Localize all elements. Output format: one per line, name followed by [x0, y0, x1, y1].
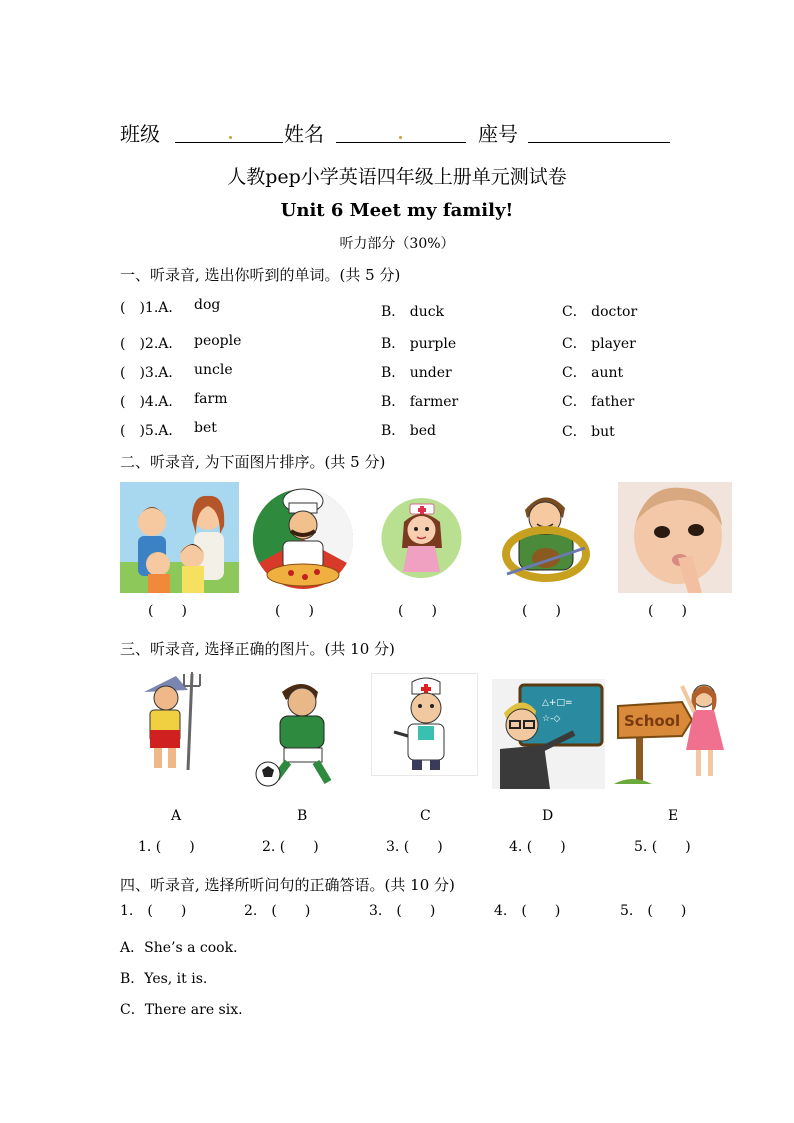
doctor-picture	[371, 673, 478, 776]
picture-letter-b: B	[297, 808, 308, 824]
q5-option-c: C． but	[562, 424, 615, 440]
picture-letter-a: A	[171, 808, 182, 824]
q5-option-a: bet	[194, 420, 217, 436]
section3-answer-1[interactable]: 1. ( )	[138, 839, 195, 855]
family-picture	[120, 482, 239, 593]
q1-option-c: C． doctor	[562, 304, 638, 320]
section2-answer-5[interactable]: ( )	[648, 603, 687, 619]
q4-option-b: B． farmer	[381, 394, 459, 410]
section4-answer-2[interactable]: 2. ( )	[244, 903, 311, 919]
q2-option-a: people	[194, 333, 242, 349]
nurse-picture	[380, 498, 463, 578]
baby-picture	[618, 482, 732, 593]
listening-part-label: 听力部分（30%）	[339, 236, 455, 252]
class-label: 班级	[120, 122, 160, 146]
q3-option-a: uncle	[194, 362, 233, 378]
svg-text:△+□=: △+□=	[542, 698, 573, 708]
picture-letter-d: D	[542, 808, 554, 824]
section3-answer-2[interactable]: 2. ( )	[262, 839, 319, 855]
class-field-mark	[229, 136, 232, 139]
chef-picture	[249, 485, 357, 591]
q2-option-c: C． player	[562, 336, 636, 352]
farmer-picture	[138, 668, 210, 772]
school-sign-text: School	[624, 712, 681, 730]
class-field[interactable]	[175, 142, 283, 143]
school-sign-picture	[612, 678, 732, 788]
section4-option-b: B．Yes, it is.	[120, 971, 208, 987]
teacher-picture	[492, 679, 605, 789]
section3-answer-5[interactable]: 5. ( )	[634, 839, 691, 855]
page-title: 人教pep小学英语四年级上册单元测试卷	[227, 166, 567, 188]
q5-prefix: ( )5.A．	[120, 423, 183, 439]
picture-letter-c: C	[420, 808, 431, 824]
section2-answer-1[interactable]: ( )	[148, 603, 187, 619]
section2-answer-3[interactable]: ( )	[398, 603, 437, 619]
q3-prefix: ( )3.A．	[120, 365, 183, 381]
section4-answer-5[interactable]: 5. ( )	[620, 903, 687, 919]
picture-letter-e: E	[668, 808, 679, 824]
section2-heading: 二、听录音, 为下面图片排序。(共 5 分)	[120, 453, 386, 471]
section4-heading: 四、听录音, 选择所听问句的正确答语。(共 10 分)	[120, 876, 455, 894]
svg-text:☆-◇: ☆-◇	[542, 714, 561, 724]
seat-field[interactable]	[528, 142, 670, 143]
name-field-mark	[399, 136, 402, 139]
q5-option-b: B． bed	[381, 423, 436, 439]
q3-option-c: C． aunt	[562, 365, 624, 381]
q2-prefix: ( )2.A．	[120, 336, 183, 352]
section4-answer-4[interactable]: 4. ( )	[494, 903, 561, 919]
q2-option-b: B． purple	[381, 336, 457, 352]
q4-option-a: farm	[194, 391, 228, 407]
section1-heading: 一、听录音, 选出你听到的单词。(共 5 分)	[120, 266, 401, 284]
section4-option-a: A．She’s a cook.	[120, 940, 238, 956]
section4-option-c: C．There are six.	[120, 1002, 243, 1018]
q4-option-c: C． father	[562, 394, 635, 410]
section3-answer-3[interactable]: 3. ( )	[386, 839, 443, 855]
football-player-picture	[246, 678, 359, 788]
section4-answer-3[interactable]: 3. ( )	[369, 903, 436, 919]
q1-prefix: ( )1.A．	[120, 300, 183, 316]
q4-prefix: ( )4.A．	[120, 394, 183, 410]
q1-option-b: B． duck	[381, 304, 445, 320]
section4-answer-1[interactable]: 1. ( )	[120, 903, 187, 919]
section3-heading: 三、听录音, 选择正确的图片。(共 10 分)	[120, 640, 395, 658]
unit-title: Unit 6 Meet my family!	[280, 200, 514, 221]
section2-answer-2[interactable]: ( )	[275, 603, 314, 619]
q3-option-b: B． under	[381, 365, 452, 381]
driver-picture	[493, 488, 600, 588]
seat-label: 座号	[478, 122, 518, 146]
section3-answer-4[interactable]: 4. ( )	[509, 839, 566, 855]
q1-option-a: dog	[194, 297, 221, 313]
name-field[interactable]	[336, 142, 466, 143]
name-label: 姓名	[284, 122, 324, 146]
section2-answer-4[interactable]: ( )	[522, 603, 561, 619]
